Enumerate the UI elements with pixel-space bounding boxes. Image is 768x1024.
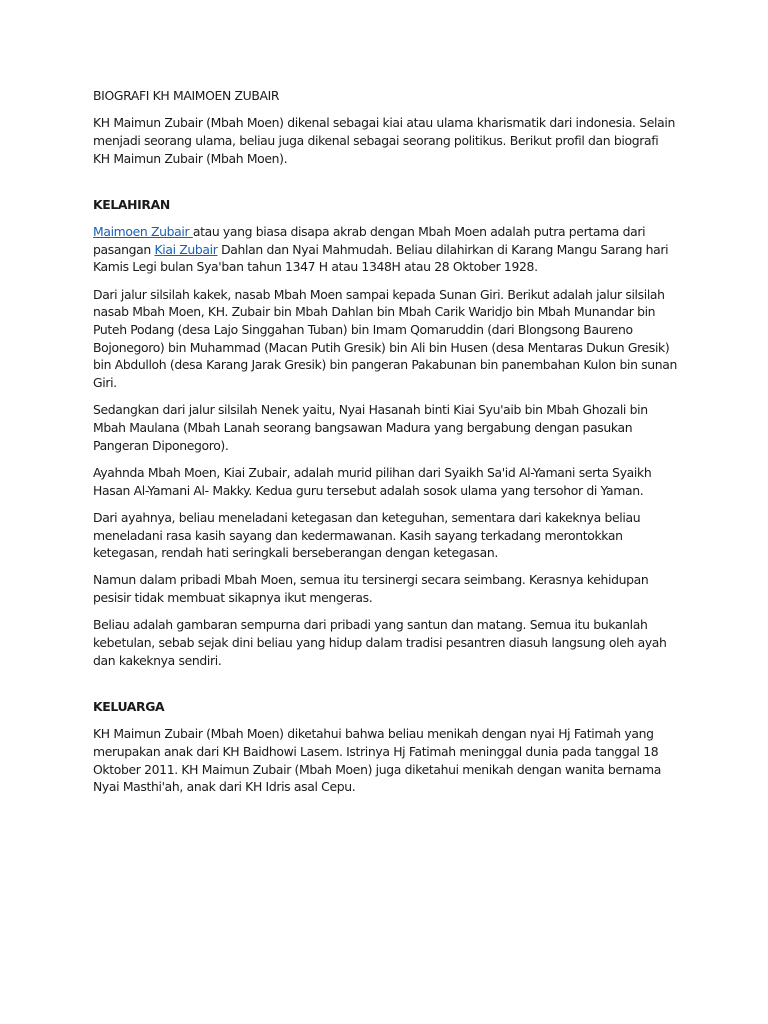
kelahiran-paragraph-6: Namun dalam pribadi Mbah Moen, semua itu tersinergi secara seimbang. Kerasnya kehidupan pesisir tidak membuat sikapnya ikut mengeras. — [93, 572, 649, 606]
document-page — [93, 87, 678, 806]
kelahiran-p1-text-1: atau yang biasa disapa akrab dengan Mbah Moen adalah putra pertama dari pasangan — [93, 224, 646, 257]
link-kiai-zubair[interactable]: Kiai Zubair — [154, 241, 218, 257]
keluarga-paragraph-1: KH Maimun Zubair (Mbah Moen) diketahui bahwa beliau menikah dengan nyai Hj Fatimah yang merupakan anak dari KH Baidhowi Lasem. Istrinya Hj Fatimah meninggal dunia pada tanggal 18 Oktober 2011. KH Maimun Zubair (Mbah Moen) juga diketahui menikah dengan wanita bernama Nyai Masthi'ah, anak dari KH Idris asal Cepu. — [93, 726, 661, 795]
intro-paragraph: KH Maimun Zubair (Mbah Moen) dikenal sebagai kiai atau ulama kharismatik dari indonesia. Selain menjadi seorang ulama, beliau juga dikenal sebagai seorang politikus. Berikut profil dan biografi KH Maimun Zubair (Mbah Moen). — [93, 115, 675, 166]
heading-keluarga: KELUARGA — [93, 698, 165, 714]
kelahiran-p1-text-2: Dahlan dan Nyai Mahmudah. Beliau dilahirkan di Karang Mangu Sarang hari Kamis Legi bulan Sya'ban tahun 1347 H atau 1348H atau 28 Oktober 1928. — [93, 241, 669, 275]
kelahiran-paragraph-3: Sedangkan dari jalur silsilah Nenek yaitu, Nyai Hasanah binti Kiai Syu'aib bin Mbah Ghozali bin Mbah Maulana (Mbah Lanah seorang bangsawan Madura yang bergabung dengan pasukan Pangeran Diponegoro). — [93, 402, 648, 453]
kelahiran-paragraph-2: Dari jalur silsilah kakek, nasab Mbah Moen sampai kepada Sunan Giri. Berikut adalah jalur silsilah nasab Mbah Moen, KH. Zubair bin Mbah Dahlan bin Mbah Carik Waridjo bin Mbah Munandar bin Puteh Podang (desa Lajo Singgahan Tuban) bin Imam Qomaruddin (dari Blongsong Baureno Bojonegoro) bin Muhammad (Macan Putih Gresik) bin Ali bin Husen (desa Mentaras Dukun Gresik) bin Abdulloh (desa Karang Jarak Gresik) bin pangeran Pakabunan bin panembahan Kulon bin sunan Giri. — [93, 286, 678, 391]
kelahiran-paragraph-5: Dari ayahnya, beliau meneladani ketegasan dan keteguhan, sementara dari kakeknya beliau meneladani rasa kasih sayang dan kedermawanan. Kasih sayang terkadang merontokkan ketegasan, rendah hati seringkali berseberangan dengan ketegasan. — [93, 509, 641, 561]
section-gap — [93, 679, 678, 698]
kelahiran-paragraph-7: Beliau adalah gambaran sempurna dari pribadi yang santun dan matang. Semua itu bukanlah kebetulan, sebab sejak dini beliau yang hidup dalam tradisi pesantren diasuh langsung oleh ayah dan kakeknya sendiri. — [93, 617, 667, 668]
link-maimoen-zubair[interactable]: Maimoen Zubair — [93, 224, 193, 240]
heading-kelahiran: KELAHIRAN — [93, 196, 170, 212]
section-gap — [93, 177, 678, 196]
kelahiran-paragraph-4: Ayahnda Mbah Moen, Kiai Zubair, adalah murid pilihan dari Syaikh Sa'id Al-Yamani serta Syaikh Hasan Al-Yamani Al- Makky. Kedua guru tersebut adalah sosok ulama yang tersohor di Yaman. — [93, 464, 652, 498]
kelahiran-paragraph-1 — [93, 223, 678, 276]
document-title: BIOGRAFI KH MAIMOEN ZUBAIR — [93, 88, 280, 103]
